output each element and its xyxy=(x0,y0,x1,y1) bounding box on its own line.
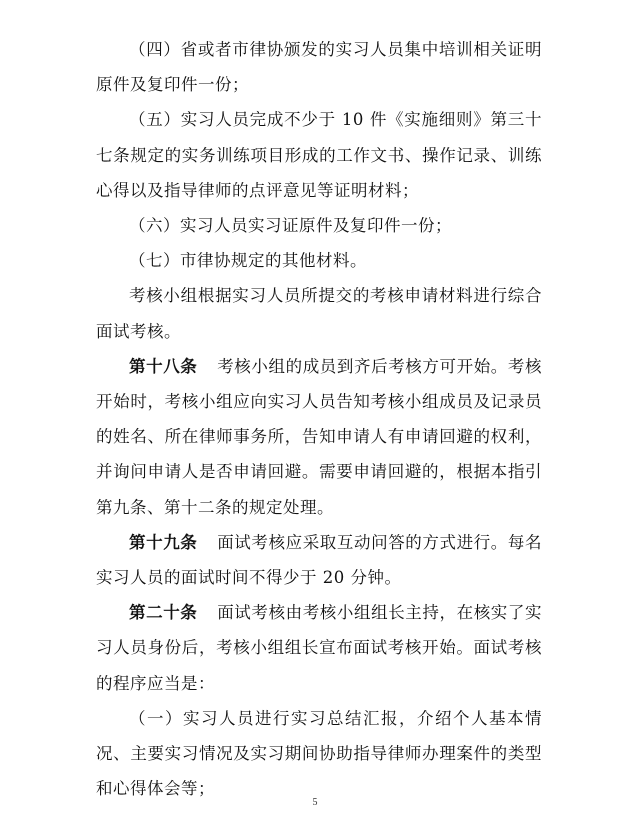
article-18 xyxy=(96,349,542,525)
article-title: 第十九条 xyxy=(129,532,198,552)
list-item-7 xyxy=(96,243,542,278)
article-title: 第十八条 xyxy=(129,356,198,376)
list-item-5 xyxy=(96,102,542,208)
document-body xyxy=(96,32,542,806)
article-20 xyxy=(96,595,542,701)
paragraph-text: （六）实习人员实习证原件及复印件一份； xyxy=(129,216,452,236)
page-number: 5 xyxy=(312,797,318,808)
paragraph-text: （四）省或者市律协颁发的实习人员集中培训相关证明原件及复印件一份； xyxy=(96,40,542,95)
list-item-1 xyxy=(96,701,542,807)
article-19 xyxy=(96,525,542,595)
paragraph-text: 面试考核由考核小组组长主持，在核实了实习人员身份后，考核小组组长宣布面试考核开始。面试考核的程序应当是： xyxy=(96,603,543,693)
paragraph-text: （五）实习人员完成不少于 10 件《实施细则》第三十七条规定的实务训练项目形成的工作文书、操作记录、训练心得以及指导律师的点评意见等证明材料； xyxy=(96,110,542,200)
paragraph-text: （一）实习人员进行实习总结汇报，介绍个人基本情况、主要实习情况及实习期间协助指导律师办理案件的类型和心得体会等； xyxy=(96,708,542,799)
list-item-6 xyxy=(96,208,542,243)
paragraph-text: 考核小组的成员到齐后考核方可开始。考核开始时，考核小组应向实习人员告知考核小组成员及记录员的姓名、所在律师事务所，告知申请人有申请回避的权利，并询问申请人是否申请回避。需要申请回避的，根据本指引第九条、第十二条的规定处理。 xyxy=(96,356,543,517)
paragraph-text: 面试考核应采取互动问答的方式进行。每名实习人员的面试时间不得少于 20 分钟。 xyxy=(96,532,543,588)
article-title: 第二十条 xyxy=(129,603,198,623)
list-item-4 xyxy=(96,32,542,102)
paragraph-text: （七）市律协规定的其他材料。 xyxy=(129,251,367,271)
paragraph-assessment-basis xyxy=(96,278,542,348)
paragraph-text: 考核小组根据实习人员所提交的考核申请材料进行综合面试考核。 xyxy=(96,286,542,341)
